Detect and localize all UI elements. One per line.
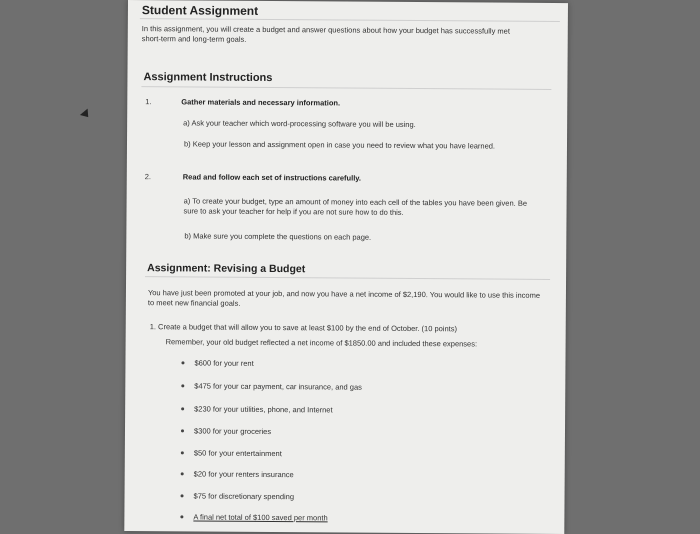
expense-item: $75 for discretionary spending [193, 491, 295, 502]
step2-item-b: b) Make sure you complete the questions on each page. [184, 231, 372, 242]
expense-item: $20 for your renters insurance [193, 469, 294, 480]
budget-item-1-note: Remember, your old budget reflected a net income of $1850.00 and included these expenses: [165, 337, 478, 349]
step1-number: 1. [145, 97, 152, 107]
document-page [124, 0, 568, 534]
expense-bullet [181, 494, 184, 497]
expense-item: $600 for your rent [194, 358, 254, 368]
expense-bullet [181, 384, 184, 387]
title-divider [140, 18, 560, 22]
step1-item-b: b) Keep your lesson and assignment open in case you need to review what you have learned. [183, 139, 496, 151]
expense-item: $300 for your groceries [193, 426, 272, 437]
intro-text: In this assignment, you will create a budget and answer questions about how your budget has successfully met short-term and long-term goals. [141, 24, 510, 44]
budget-item-1: 1. Create a budget that will allow you to save at least $100 by the end of October. (10 points) [149, 322, 458, 334]
mouse-cursor-icon [80, 109, 92, 121]
expense-bullet [180, 515, 183, 518]
expense-item: A final net total of $100 saved per month [193, 512, 328, 523]
expense-bullet [181, 472, 184, 475]
expense-item: $230 for your utilities, phone, and Internet [194, 404, 333, 415]
expense-bullet [181, 429, 184, 432]
step2-number: 2. [144, 172, 152, 182]
step1-item-a: a) Ask your teacher which word-processing software you will be using. [183, 118, 416, 130]
step2-title: Read and follow each set of instructions carefully. [182, 172, 362, 183]
instructions-divider [141, 86, 551, 90]
expense-item: $475 for your car payment, car insurance, and gas [194, 381, 362, 392]
step1-title: Gather materials and necessary information. [181, 97, 341, 108]
page-title: Student Assignment [141, 3, 259, 18]
revising-heading: Assignment: Revising a Budget [147, 262, 306, 276]
expense-bullet [181, 451, 184, 454]
revising-intro: You have just been promoted at your job, and now you have a net income of $2,190. You would like to use this income to meet new financial goals. [147, 288, 541, 308]
step2-item-a: a) To create your budget, type an amount of money into each cell of the tables you have been given. Be sure to ask your teacher for help if you are not sure how to do this. [183, 196, 528, 217]
expense-item: $50 for your entertainment [193, 448, 282, 459]
expense-bullet [181, 361, 184, 364]
revising-divider [145, 276, 550, 280]
expense-bullet [181, 407, 184, 410]
instructions-heading: Assignment Instructions [143, 71, 273, 85]
